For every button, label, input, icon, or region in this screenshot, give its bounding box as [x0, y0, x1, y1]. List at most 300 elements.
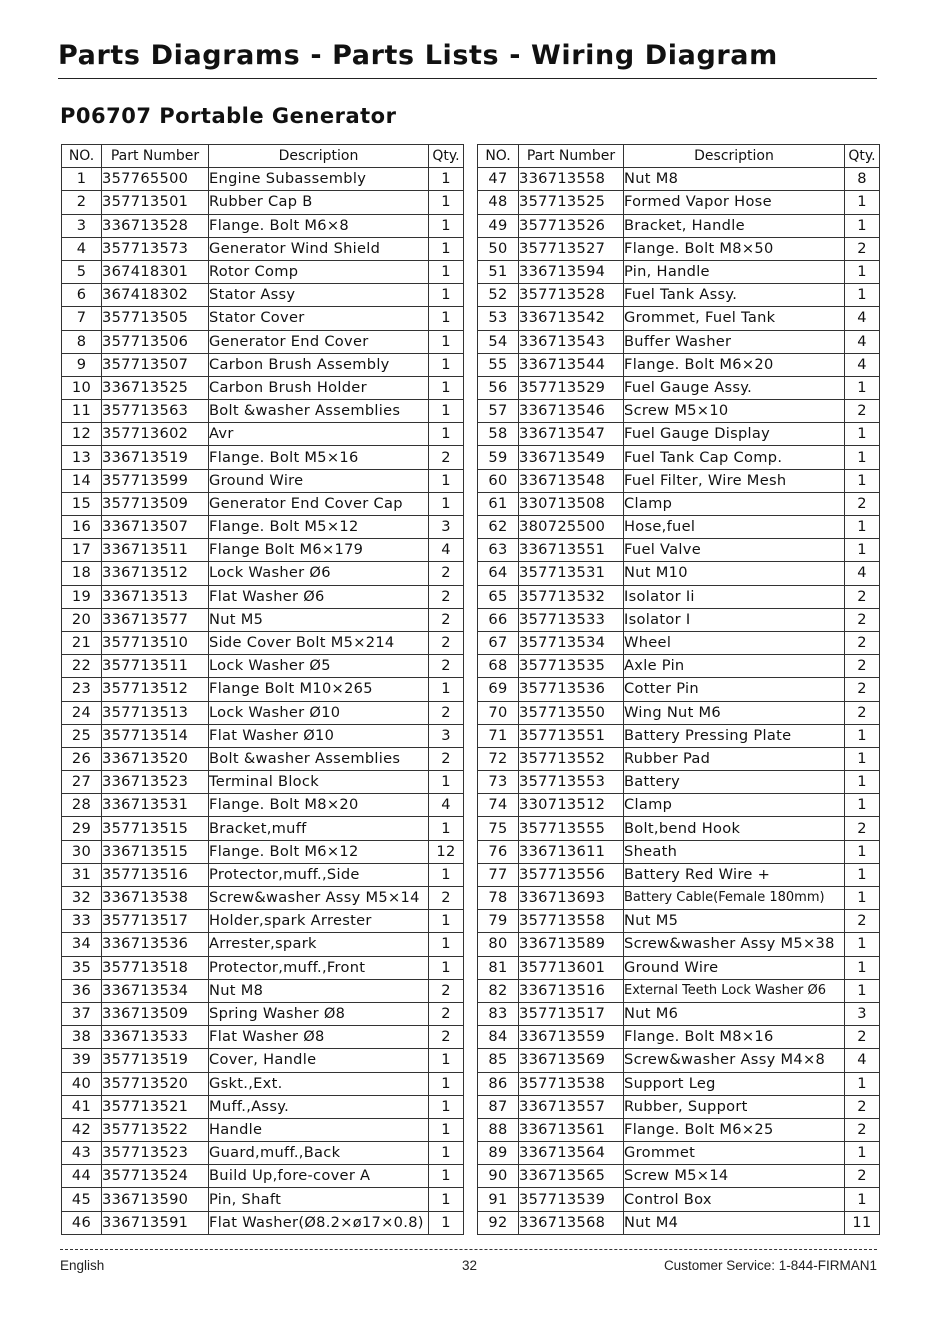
- part-number-cell: 336713528: [102, 214, 209, 237]
- table-row: [478, 1095, 880, 1118]
- part-no-cell: 66: [478, 608, 519, 631]
- part-qty-cell: 4: [845, 330, 880, 353]
- part-no-cell: 9: [62, 353, 102, 376]
- part-no-cell: 19: [62, 585, 102, 608]
- part-number-cell: 357713555: [519, 817, 624, 840]
- part-no-cell: 28: [62, 794, 102, 817]
- part-description-cell: Grommet, Fuel Tank: [624, 307, 845, 330]
- column-header-part-number: Part Number: [102, 145, 209, 168]
- part-qty-cell: 1: [429, 1142, 464, 1165]
- part-description-cell: Gskt.,Ext.: [209, 1072, 429, 1095]
- table-row: [62, 400, 464, 423]
- part-qty-cell: 1: [429, 353, 464, 376]
- part-no-cell: 35: [62, 956, 102, 979]
- part-description-cell: Lock Washer Ø5: [209, 655, 429, 678]
- part-qty-cell: 4: [845, 1049, 880, 1072]
- part-no-cell: 51: [478, 260, 519, 283]
- table-row: [478, 492, 880, 515]
- part-number-cell: 330713508: [519, 492, 624, 515]
- part-number-cell: 336713536: [102, 933, 209, 956]
- part-qty-cell: 1: [429, 330, 464, 353]
- part-no-cell: 59: [478, 446, 519, 469]
- part-description-cell: Battery Cable(Female 180mm): [624, 887, 845, 910]
- table-row: [62, 910, 464, 933]
- part-no-cell: 22: [62, 655, 102, 678]
- table-row: [478, 376, 880, 399]
- part-number-cell: 336713520: [102, 747, 209, 770]
- part-qty-cell: 1: [429, 191, 464, 214]
- part-description-cell: Bracket,muff: [209, 817, 429, 840]
- part-no-cell: 46: [62, 1211, 102, 1234]
- part-qty-cell: 2: [845, 910, 880, 933]
- part-no-cell: 38: [62, 1026, 102, 1049]
- part-description-cell: Nut M5: [624, 910, 845, 933]
- table-row: [478, 307, 880, 330]
- part-qty-cell: 1: [429, 237, 464, 260]
- table-row: [478, 330, 880, 353]
- part-number-cell: 336713551: [519, 539, 624, 562]
- part-description-cell: Nut M10: [624, 562, 845, 585]
- part-number-cell: 357713527: [519, 237, 624, 260]
- part-no-cell: 50: [478, 237, 519, 260]
- table-row: [478, 191, 880, 214]
- table-row: [62, 678, 464, 701]
- part-qty-cell: 1: [429, 1072, 464, 1095]
- part-qty-cell: 3: [429, 516, 464, 539]
- table-row: [478, 724, 880, 747]
- part-description-cell: Flange Bolt M6×179: [209, 539, 429, 562]
- part-qty-cell: 1: [845, 284, 880, 307]
- part-number-cell: 357713518: [102, 956, 209, 979]
- part-number-cell: 357713514: [102, 724, 209, 747]
- part-description-cell: Battery Red Wire +: [624, 863, 845, 886]
- part-qty-cell: 4: [429, 794, 464, 817]
- part-number-cell: 336713590: [102, 1188, 209, 1211]
- part-number-cell: 336713519: [102, 446, 209, 469]
- table-row: [62, 933, 464, 956]
- part-qty-cell: 1: [429, 1188, 464, 1211]
- part-number-cell: 336713561: [519, 1118, 624, 1141]
- part-no-cell: 87: [478, 1095, 519, 1118]
- table-row: [62, 1049, 464, 1072]
- part-description-cell: Isolator Ii: [624, 585, 845, 608]
- title-divider: [58, 78, 877, 79]
- part-number-cell: 357713512: [102, 678, 209, 701]
- part-qty-cell: 1: [845, 516, 880, 539]
- part-description-cell: Flange. Bolt M6×12: [209, 840, 429, 863]
- table-row: [62, 840, 464, 863]
- part-number-cell: 336713546: [519, 400, 624, 423]
- part-qty-cell: 1: [845, 469, 880, 492]
- part-qty-cell: 1: [429, 400, 464, 423]
- part-description-cell: Flange. Bolt M6×25: [624, 1118, 845, 1141]
- part-no-cell: 88: [478, 1118, 519, 1141]
- part-no-cell: 49: [478, 214, 519, 237]
- column-header-description: Description: [209, 145, 429, 168]
- table-header-row: [62, 145, 464, 168]
- part-no-cell: 69: [478, 678, 519, 701]
- customer-service-contact: Customer Service: 1-844-FIRMAN1: [663, 1258, 877, 1273]
- part-number-cell: 336713557: [519, 1095, 624, 1118]
- part-no-cell: 52: [478, 284, 519, 307]
- part-qty-cell: 2: [429, 585, 464, 608]
- part-description-cell: Carbon Brush Holder: [209, 376, 429, 399]
- part-description-cell: Flange. Bolt M6×20: [624, 353, 845, 376]
- part-number-cell: 336713594: [519, 260, 624, 283]
- table-row: [478, 794, 880, 817]
- part-description-cell: Arrester,spark: [209, 933, 429, 956]
- table-row: [478, 655, 880, 678]
- table-row: [478, 1211, 880, 1234]
- part-no-cell: 31: [62, 863, 102, 886]
- part-qty-cell: 1: [429, 284, 464, 307]
- table-row: [478, 747, 880, 770]
- table-row: [62, 655, 464, 678]
- table-row: [62, 539, 464, 562]
- part-no-cell: 26: [62, 747, 102, 770]
- part-description-cell: Fuel Gauge Display: [624, 423, 845, 446]
- part-qty-cell: 1: [429, 469, 464, 492]
- table-row: [62, 979, 464, 1002]
- part-qty-cell: 1: [845, 771, 880, 794]
- table-row: [62, 1072, 464, 1095]
- part-number-cell: 357713522: [102, 1118, 209, 1141]
- part-description-cell: Nut M4: [624, 1211, 845, 1234]
- part-no-cell: 33: [62, 910, 102, 933]
- column-header-no: NO.: [62, 145, 102, 168]
- part-no-cell: 32: [62, 887, 102, 910]
- part-number-cell: 357713501: [102, 191, 209, 214]
- part-no-cell: 89: [478, 1142, 519, 1165]
- part-qty-cell: 2: [845, 1118, 880, 1141]
- part-no-cell: 81: [478, 956, 519, 979]
- table-row: [478, 863, 880, 886]
- part-no-cell: 78: [478, 887, 519, 910]
- part-number-cell: 336713693: [519, 887, 624, 910]
- part-description-cell: Flange Bolt M10×265: [209, 678, 429, 701]
- part-description-cell: Flange. Bolt M5×12: [209, 516, 429, 539]
- part-qty-cell: 2: [845, 1165, 880, 1188]
- part-no-cell: 7: [62, 307, 102, 330]
- part-qty-cell: 2: [429, 562, 464, 585]
- part-no-cell: 62: [478, 516, 519, 539]
- part-number-cell: 357713552: [519, 747, 624, 770]
- part-no-cell: 43: [62, 1142, 102, 1165]
- part-qty-cell: 4: [845, 353, 880, 376]
- table-row: [62, 191, 464, 214]
- part-number-cell: 336713577: [102, 608, 209, 631]
- part-no-cell: 42: [62, 1118, 102, 1141]
- part-number-cell: 357713515: [102, 817, 209, 840]
- part-description-cell: Pin, Shaft: [209, 1188, 429, 1211]
- part-number-cell: 336713538: [102, 887, 209, 910]
- part-number-cell: 357713516: [102, 863, 209, 886]
- part-no-cell: 21: [62, 631, 102, 654]
- part-number-cell: 357713510: [102, 631, 209, 654]
- part-description-cell: Cover, Handle: [209, 1049, 429, 1072]
- part-description-cell: Handle: [209, 1118, 429, 1141]
- part-qty-cell: 1: [845, 446, 880, 469]
- part-description-cell: Fuel Tank Assy.: [624, 284, 845, 307]
- part-number-cell: 336713547: [519, 423, 624, 446]
- part-number-cell: 336713531: [102, 794, 209, 817]
- part-number-cell: 357713602: [102, 423, 209, 446]
- part-qty-cell: 1: [845, 214, 880, 237]
- part-no-cell: 40: [62, 1072, 102, 1095]
- part-description-cell: Stator Cover: [209, 307, 429, 330]
- part-number-cell: 357713553: [519, 771, 624, 794]
- table-row: [62, 608, 464, 631]
- part-no-cell: 80: [478, 933, 519, 956]
- part-qty-cell: 2: [845, 400, 880, 423]
- part-number-cell: 336713534: [102, 979, 209, 1002]
- table-row: [62, 585, 464, 608]
- table-row: [62, 516, 464, 539]
- table-row: [62, 631, 464, 654]
- part-number-cell: 380725500: [519, 516, 624, 539]
- part-number-cell: 336713542: [519, 307, 624, 330]
- part-no-cell: 34: [62, 933, 102, 956]
- part-no-cell: 29: [62, 817, 102, 840]
- part-no-cell: 64: [478, 562, 519, 585]
- part-number-cell: 357713517: [519, 1002, 624, 1025]
- part-no-cell: 86: [478, 1072, 519, 1095]
- parts-table-right: [477, 144, 880, 1235]
- part-no-cell: 61: [478, 492, 519, 515]
- part-no-cell: 67: [478, 631, 519, 654]
- table-row: [62, 284, 464, 307]
- table-row: [62, 307, 464, 330]
- part-qty-cell: 11: [845, 1211, 880, 1234]
- table-row: [62, 863, 464, 886]
- table-row: [62, 1211, 464, 1234]
- part-qty-cell: 1: [845, 1072, 880, 1095]
- table-row: [62, 353, 464, 376]
- part-number-cell: 357713538: [519, 1072, 624, 1095]
- table-row: [478, 771, 880, 794]
- part-description-cell: Axle Pin: [624, 655, 845, 678]
- part-no-cell: 1: [62, 168, 102, 191]
- part-description-cell: Generator End Cover Cap: [209, 492, 429, 515]
- table-row: [478, 1002, 880, 1025]
- part-number-cell: 357713535: [519, 655, 624, 678]
- part-number-cell: 336713516: [519, 979, 624, 1002]
- part-description-cell: Ground Wire: [209, 469, 429, 492]
- part-description-cell: External Teeth Lock Washer Ø6: [624, 979, 845, 1002]
- part-number-cell: 336713568: [519, 1211, 624, 1234]
- part-description-cell: Flange. Bolt M8×20: [209, 794, 429, 817]
- part-no-cell: 84: [478, 1026, 519, 1049]
- table-row: [478, 817, 880, 840]
- table-row: [62, 747, 464, 770]
- part-description-cell: Fuel Valve: [624, 539, 845, 562]
- table-row: [478, 701, 880, 724]
- part-no-cell: 60: [478, 469, 519, 492]
- part-description-cell: Support Leg: [624, 1072, 845, 1095]
- part-description-cell: Clamp: [624, 794, 845, 817]
- part-number-cell: 357713513: [102, 701, 209, 724]
- part-qty-cell: 1: [429, 492, 464, 515]
- part-description-cell: Flat Washer Ø6: [209, 585, 429, 608]
- part-no-cell: 70: [478, 701, 519, 724]
- part-no-cell: 4: [62, 237, 102, 260]
- part-qty-cell: 2: [845, 631, 880, 654]
- table-row: [62, 1026, 464, 1049]
- part-description-cell: Guard,muff.,Back: [209, 1142, 429, 1165]
- part-description-cell: Sheath: [624, 840, 845, 863]
- table-row: [478, 678, 880, 701]
- table-row: [62, 1165, 464, 1188]
- part-qty-cell: 3: [845, 1002, 880, 1025]
- table-row: [478, 1049, 880, 1072]
- table-row: [62, 771, 464, 794]
- part-number-cell: 357713507: [102, 353, 209, 376]
- part-description-cell: Battery: [624, 771, 845, 794]
- part-no-cell: 77: [478, 863, 519, 886]
- part-number-cell: 336713548: [519, 469, 624, 492]
- part-number-cell: 357713550: [519, 701, 624, 724]
- page-number: 32: [462, 1258, 478, 1273]
- part-qty-cell: 1: [429, 423, 464, 446]
- table-row: [62, 237, 464, 260]
- table-row: [478, 1118, 880, 1141]
- part-qty-cell: 2: [845, 678, 880, 701]
- part-qty-cell: 1: [845, 956, 880, 979]
- part-number-cell: 357713521: [102, 1095, 209, 1118]
- part-no-cell: 17: [62, 539, 102, 562]
- part-description-cell: Screw M5×14: [624, 1165, 845, 1188]
- part-qty-cell: 1: [429, 863, 464, 886]
- part-description-cell: Carbon Brush Assembly: [209, 353, 429, 376]
- part-description-cell: Lock Washer Ø10: [209, 701, 429, 724]
- part-description-cell: Buffer Washer: [624, 330, 845, 353]
- table-row: [478, 608, 880, 631]
- part-qty-cell: 1: [845, 747, 880, 770]
- part-no-cell: 24: [62, 701, 102, 724]
- part-number-cell: 336713525: [102, 376, 209, 399]
- part-number-cell: 357713539: [519, 1188, 624, 1211]
- part-number-cell: 336713565: [519, 1165, 624, 1188]
- table-row: [478, 446, 880, 469]
- table-row: [478, 840, 880, 863]
- part-number-cell: 336713591: [102, 1211, 209, 1234]
- part-no-cell: 36: [62, 979, 102, 1002]
- part-description-cell: Flange. Bolt M5×16: [209, 446, 429, 469]
- part-no-cell: 37: [62, 1002, 102, 1025]
- part-description-cell: Hose,fuel: [624, 516, 845, 539]
- part-description-cell: Ground Wire: [624, 956, 845, 979]
- part-number-cell: 336713511: [102, 539, 209, 562]
- part-no-cell: 6: [62, 284, 102, 307]
- table-row: [478, 562, 880, 585]
- table-row: [62, 562, 464, 585]
- part-description-cell: Wing Nut M6: [624, 701, 845, 724]
- part-no-cell: 58: [478, 423, 519, 446]
- part-number-cell: 336713589: [519, 933, 624, 956]
- part-number-cell: 336713564: [519, 1142, 624, 1165]
- table-row: [62, 1095, 464, 1118]
- part-description-cell: Holder,spark Arrester: [209, 910, 429, 933]
- table-row: [62, 817, 464, 840]
- part-qty-cell: 2: [429, 701, 464, 724]
- part-number-cell: 357713519: [102, 1049, 209, 1072]
- part-description-cell: Flat Washer Ø8: [209, 1026, 429, 1049]
- table-row: [62, 423, 464, 446]
- part-qty-cell: 1: [429, 307, 464, 330]
- part-description-cell: Rubber, Support: [624, 1095, 845, 1118]
- part-number-cell: 336713611: [519, 840, 624, 863]
- part-number-cell: 357713505: [102, 307, 209, 330]
- part-number-cell: 357713529: [519, 376, 624, 399]
- table-row: [62, 214, 464, 237]
- column-header-part-number: Part Number: [519, 145, 624, 168]
- table-row: [478, 353, 880, 376]
- table-row: [62, 1002, 464, 1025]
- part-qty-cell: 1: [845, 1142, 880, 1165]
- part-description-cell: Grommet: [624, 1142, 845, 1165]
- table-row: [62, 376, 464, 399]
- part-number-cell: 357713528: [519, 284, 624, 307]
- part-number-cell: 336713509: [102, 1002, 209, 1025]
- part-no-cell: 18: [62, 562, 102, 585]
- part-description-cell: Bolt &washer Assemblies: [209, 400, 429, 423]
- part-no-cell: 63: [478, 539, 519, 562]
- table-row: [478, 168, 880, 191]
- part-number-cell: 367418302: [102, 284, 209, 307]
- part-qty-cell: 2: [429, 747, 464, 770]
- part-qty-cell: 2: [429, 1002, 464, 1025]
- table-row: [478, 1188, 880, 1211]
- part-no-cell: 82: [478, 979, 519, 1002]
- part-no-cell: 71: [478, 724, 519, 747]
- part-number-cell: 357713551: [519, 724, 624, 747]
- table-row: [62, 1118, 464, 1141]
- table-row: [478, 910, 880, 933]
- part-qty-cell: 1: [429, 817, 464, 840]
- part-number-cell: 330713512: [519, 794, 624, 817]
- part-description-cell: Nut M8: [624, 168, 845, 191]
- part-qty-cell: 1: [429, 678, 464, 701]
- part-description-cell: Flange. Bolt M8×16: [624, 1026, 845, 1049]
- part-qty-cell: 2: [845, 1026, 880, 1049]
- part-description-cell: Build Up,fore-cover A: [209, 1165, 429, 1188]
- part-qty-cell: 1: [845, 724, 880, 747]
- part-qty-cell: 2: [845, 701, 880, 724]
- part-number-cell: 357713517: [102, 910, 209, 933]
- part-no-cell: 74: [478, 794, 519, 817]
- part-description-cell: Cotter Pin: [624, 678, 845, 701]
- table-row: [478, 214, 880, 237]
- part-description-cell: Fuel Tank Cap Comp.: [624, 446, 845, 469]
- part-qty-cell: 1: [845, 794, 880, 817]
- part-number-cell: 357713532: [519, 585, 624, 608]
- part-qty-cell: 1: [845, 933, 880, 956]
- part-number-cell: 336713507: [102, 516, 209, 539]
- table-row: [478, 516, 880, 539]
- part-description-cell: Generator Wind Shield: [209, 237, 429, 260]
- column-header-description: Description: [624, 145, 845, 168]
- part-description-cell: Control Box: [624, 1188, 845, 1211]
- part-description-cell: Nut M8: [209, 979, 429, 1002]
- part-number-cell: 357713525: [519, 191, 624, 214]
- table-row: [62, 956, 464, 979]
- part-number-cell: 357713533: [519, 608, 624, 631]
- part-no-cell: 85: [478, 1049, 519, 1072]
- table-row: [62, 446, 464, 469]
- table-row: [62, 260, 464, 283]
- table-row: [478, 539, 880, 562]
- part-description-cell: Bracket, Handle: [624, 214, 845, 237]
